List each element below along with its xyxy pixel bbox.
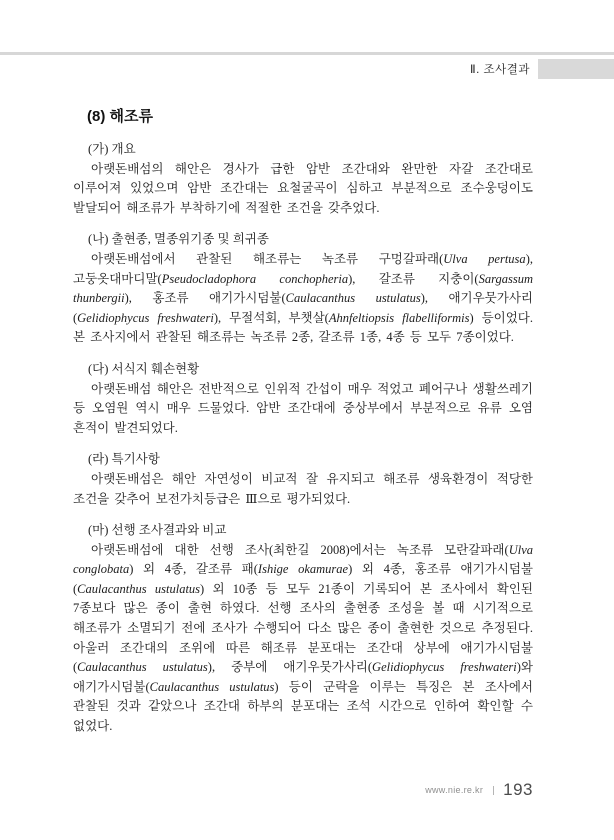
page-number: 193: [503, 780, 533, 799]
section-heading: (라) 특기사항: [88, 452, 160, 467]
section-habitat-damage: [73, 360, 533, 438]
section-paragraph: 아랫돈배섬의 해안은 경사가 급한 암반 조간대와 완만한 자갈 조간대로 이루어져 있었으며 암반 조간대는 요철굴곡이 심하고 부분적으로 조수웅덩이도 발달되어 해조류가 부착하기에 적절한 조건을 갖추었다.: [73, 161, 533, 215]
section-paragraph: 아랫돈배섬은 해안 자연성이 비교적 잘 유지되고 해조류 생육환경이 적당한 조건을 갖추어 보전가치등급은 Ⅲ으로 평가되었다.: [73, 471, 533, 506]
website-url: www.nie.re.kr: [425, 785, 484, 795]
section-special-notes: [73, 450, 533, 509]
section-heading: (마) 선행 조사결과와 비교: [88, 523, 227, 538]
section-heading: (나) 출현종, 멸종위기종 및 희귀종: [88, 232, 269, 247]
section-paragraph: 아랫돈배섬 해안은 전반적으로 인위적 간섭이 매우 적었고 폐어구나 생활쓰레기 등 오염원 역시 매우 드물었다. 암반 조간대에 중상부에서 부분적으로 유류 오염 흔적이 발견되었다.: [73, 381, 533, 435]
section-comparison: [73, 521, 533, 737]
running-header-section-label: Ⅱ. 조사결과: [470, 64, 530, 76]
section-heading: (가) 개요: [88, 142, 136, 156]
document-content: [73, 100, 533, 749]
section-species: [73, 230, 533, 348]
page-title: (8) 해조류: [87, 108, 153, 125]
section-paragraph: 아랫돈배섬에 대한 선행 조사(최한길 2008)에서는 녹조류 모란갈파래(Ulva conglobata) 외 4종, 갈조류 패(Ishige okamurae) 외 4종, 홍조류 애기가시덤불(Caulacanthus ustulatus) 외 10종 등 모두 21종이 기록되어 본 조사에서 확인된 7종보다 많은 종이 출현 하였다. 선행 조사의 출현종 조성을 볼 때 시기적으로 해조류가 소멸되기 전에 조사가 수행되어 다소 많은 종이 출현한 것으로 추정된다. 아울러 조간대의 조위에 따른 해조류 분포대는 조간대 상부에 애기가시덤불(Caulacanthus ustulatus), 중부에 애기우뭇가사리(Gelidiophycus freshwateri)와 애기가시덤불(Caulacanthus ustulatus) 등이 군락을 이루는 특징은 본 조사에서 관찰된 것과 같았으나 조간대 하부의 분포대는 조석 시간으로 인하여 확인할 수 없었다.: [73, 542, 534, 734]
header-divider: [0, 52, 614, 55]
section-paragraph: 아랫돈배섬에서 관찰된 해조류는 녹조류 구멍갈파래(Ulva pertusa), 고둥옷대마디말(Pseudocladophora conchopheria), 갈조류 지충이(Sargassum thunbergii), 홍조류 애기가시덤불(Caulacanthus ustulatus), 애기우뭇가사리(Gelidiophycus freshwateri), 무절석회, 부챗살(Ahnfeltiopsis flabelliformis) 등이었다. 본 조사지에서 관찰된 해조류는 녹조류 2종, 갈조류 1종, 4종 등 모두 7종이었다.: [73, 251, 533, 345]
section-overview: [73, 140, 533, 218]
footer-separator: [493, 786, 494, 795]
corner-tab-marker: [538, 59, 614, 79]
section-heading: (다) 서식지 훼손현황: [88, 361, 200, 376]
page-footer: [425, 780, 533, 800]
